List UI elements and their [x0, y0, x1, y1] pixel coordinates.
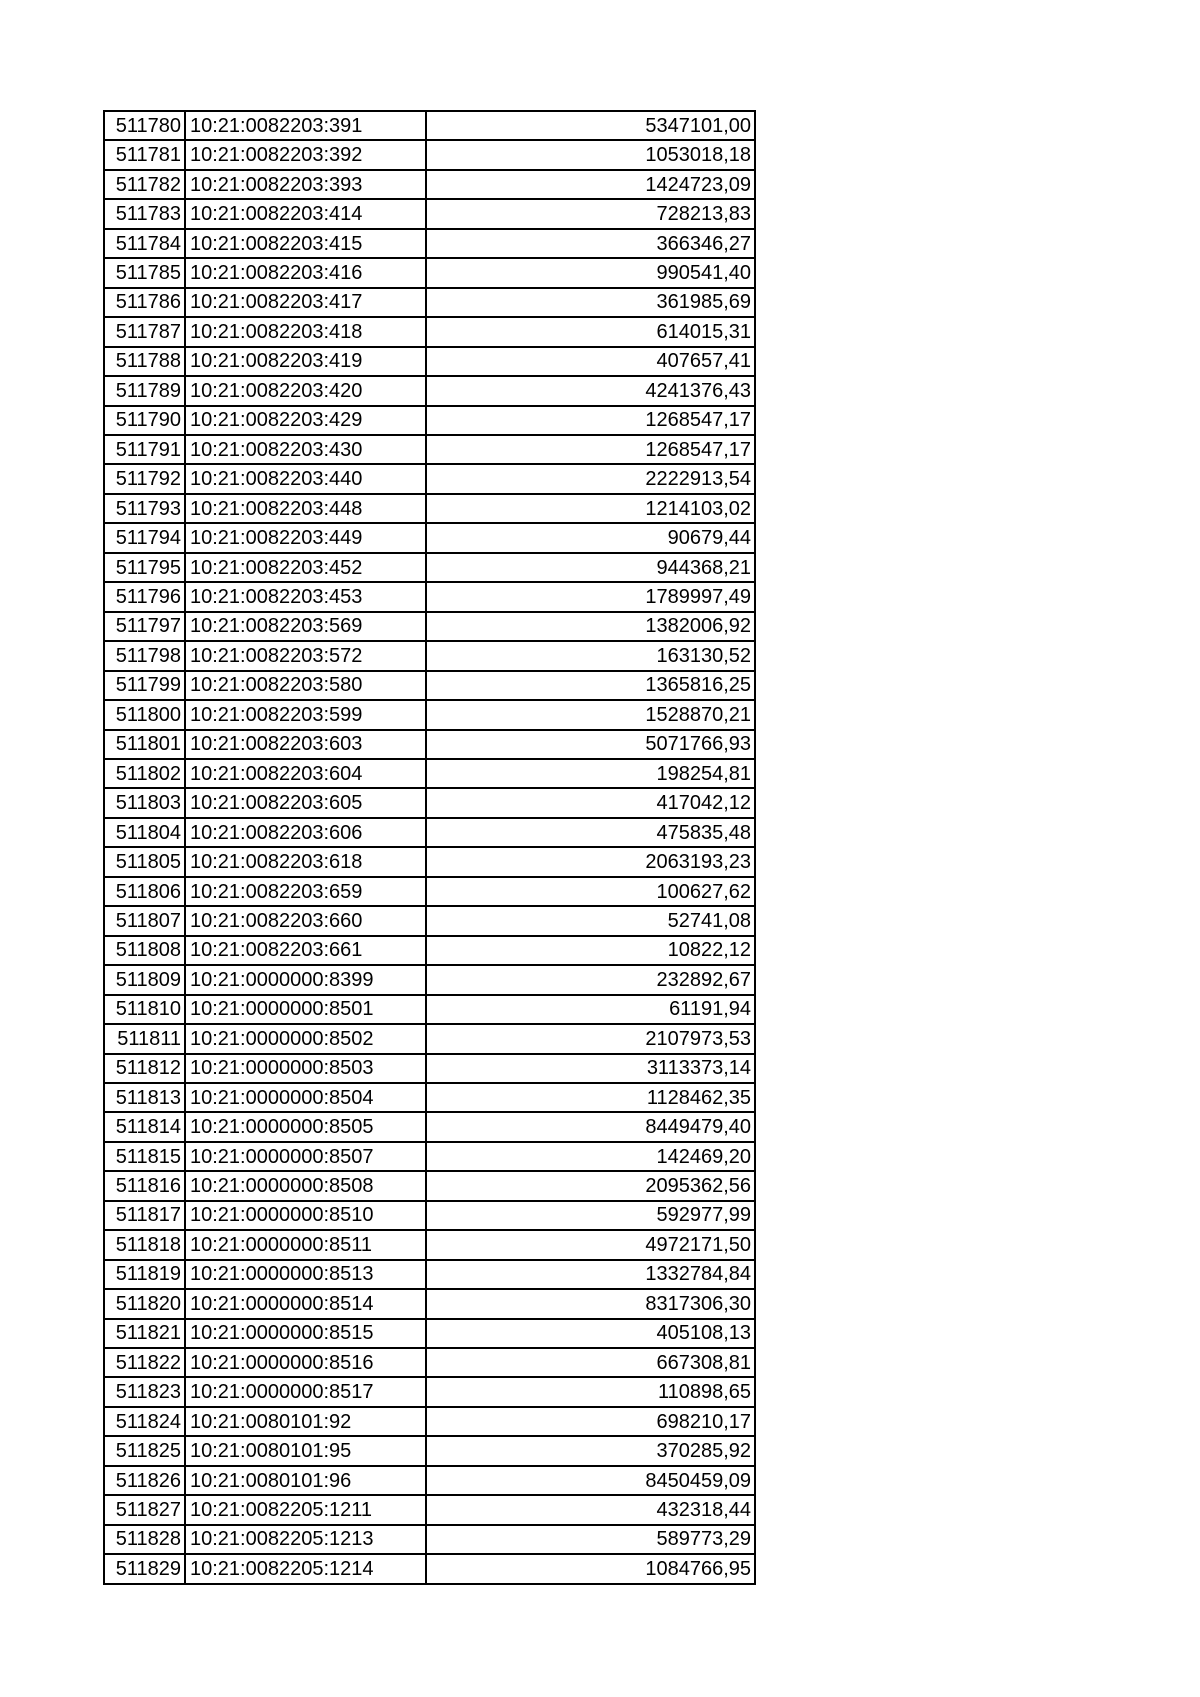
table-row	[104, 1525, 755, 1554]
row-number-cell: 511815	[104, 1142, 185, 1171]
cadastral-number-cell: 10:21:0082203:604	[185, 759, 426, 788]
cadastral-number-cell: 10:21:0082203:449	[185, 523, 426, 552]
row-number-cell: 511788	[104, 347, 185, 376]
table-row	[104, 464, 755, 493]
cadastral-number-cell: 10:21:0000000:8515	[185, 1319, 426, 1348]
cadastral-value-cell: 407657,41	[426, 347, 755, 376]
cadastral-number-cell: 10:21:0000000:8513	[185, 1260, 426, 1289]
table-row	[104, 671, 755, 700]
cadastral-value-cell: 2222913,54	[426, 464, 755, 493]
table-row	[104, 1407, 755, 1436]
row-number-cell: 511799	[104, 671, 185, 700]
cadastral-value-cell: 1789997,49	[426, 582, 755, 611]
cadastral-number-cell: 10:21:0082203:392	[185, 140, 426, 169]
row-number-cell: 511821	[104, 1319, 185, 1348]
cadastral-number-cell: 10:21:0080101:96	[185, 1466, 426, 1495]
cadastral-number-cell: 10:21:0082203:430	[185, 435, 426, 464]
cadastral-number-cell: 10:21:0080101:92	[185, 1407, 426, 1436]
table-row	[104, 759, 755, 788]
cadastral-value-cell: 1365816,25	[426, 671, 755, 700]
row-number-cell: 511814	[104, 1112, 185, 1141]
table-row	[104, 1083, 755, 1112]
table-row	[104, 641, 755, 670]
row-number-cell: 511812	[104, 1054, 185, 1083]
cadastral-number-cell: 10:21:0082203:453	[185, 582, 426, 611]
cadastral-number-cell: 10:21:0000000:8501	[185, 995, 426, 1024]
row-number-cell: 511822	[104, 1348, 185, 1377]
table-row	[104, 700, 755, 729]
table-row	[104, 1319, 755, 1348]
cadastral-value-cell: 366346,27	[426, 229, 755, 258]
row-number-cell: 511790	[104, 406, 185, 435]
row-number-cell: 511785	[104, 258, 185, 287]
row-number-cell: 511824	[104, 1407, 185, 1436]
cadastral-number-cell: 10:21:0082203:419	[185, 347, 426, 376]
table-row	[104, 1554, 755, 1583]
cadastral-value-cell: 1084766,95	[426, 1554, 755, 1583]
table-row	[104, 1230, 755, 1259]
cadastral-value-cell: 589773,29	[426, 1525, 755, 1554]
cadastral-number-cell: 10:21:0082203:606	[185, 818, 426, 847]
cadastral-number-cell: 10:21:0082203:429	[185, 406, 426, 435]
row-number-cell: 511787	[104, 317, 185, 346]
row-number-cell: 511825	[104, 1436, 185, 1465]
cadastral-number-cell: 10:21:0082203:393	[185, 170, 426, 199]
cadastral-number-cell: 10:21:0000000:8502	[185, 1024, 426, 1053]
row-number-cell: 511826	[104, 1466, 185, 1495]
cadastral-number-cell: 10:21:0082203:416	[185, 258, 426, 287]
table-row	[104, 995, 755, 1024]
cadastral-value-cell: 990541,40	[426, 258, 755, 287]
row-number-cell: 511817	[104, 1201, 185, 1230]
row-number-cell: 511793	[104, 494, 185, 523]
table-row	[104, 170, 755, 199]
cadastral-value-cell: 4972171,50	[426, 1230, 755, 1259]
table-row	[104, 494, 755, 523]
table-body	[104, 111, 755, 1584]
row-number-cell: 511810	[104, 995, 185, 1024]
row-number-cell: 511800	[104, 700, 185, 729]
row-number-cell: 511809	[104, 965, 185, 994]
cadastral-value-cell: 944368,21	[426, 553, 755, 582]
table-row	[104, 199, 755, 228]
table-row	[104, 1289, 755, 1318]
table-row	[104, 523, 755, 552]
table-row	[104, 1024, 755, 1053]
row-number-cell: 511811	[104, 1024, 185, 1053]
cadastral-value-cell: 1268547,17	[426, 406, 755, 435]
cadastral-number-cell: 10:21:0082203:569	[185, 612, 426, 641]
cadastral-number-cell: 10:21:0000000:8511	[185, 1230, 426, 1259]
table-row	[104, 1054, 755, 1083]
row-number-cell: 511827	[104, 1495, 185, 1524]
row-number-cell: 511802	[104, 759, 185, 788]
row-number-cell: 511813	[104, 1083, 185, 1112]
cadastral-number-cell: 10:21:0082203:415	[185, 229, 426, 258]
cadastral-number-cell: 10:21:0082203:417	[185, 288, 426, 317]
cadastral-number-cell: 10:21:0082205:1214	[185, 1554, 426, 1583]
cadastral-value-cell: 361985,69	[426, 288, 755, 317]
cadastral-value-cell: 5347101,00	[426, 111, 755, 140]
table-row	[104, 376, 755, 405]
row-number-cell: 511807	[104, 906, 185, 935]
cadastral-number-cell: 10:21:0000000:8507	[185, 1142, 426, 1171]
cadastral-value-cell: 698210,17	[426, 1407, 755, 1436]
cadastral-number-cell: 10:21:0082205:1211	[185, 1495, 426, 1524]
cadastral-number-cell: 10:21:0082203:659	[185, 877, 426, 906]
cadastral-value-cell: 728213,83	[426, 199, 755, 228]
cadastral-number-cell: 10:21:0000000:8504	[185, 1083, 426, 1112]
cadastral-value-cell: 3113373,14	[426, 1054, 755, 1083]
cadastral-number-cell: 10:21:0082203:603	[185, 730, 426, 759]
table-row	[104, 1142, 755, 1171]
cadastral-value-cell: 1053018,18	[426, 140, 755, 169]
row-number-cell: 511794	[104, 523, 185, 552]
table-row	[104, 1112, 755, 1141]
row-number-cell: 511792	[104, 464, 185, 493]
cadastral-value-cell: 667308,81	[426, 1348, 755, 1377]
cadastral-number-cell: 10:21:0000000:8510	[185, 1201, 426, 1230]
cadastral-number-cell: 10:21:0082203:661	[185, 936, 426, 965]
cadastral-number-cell: 10:21:0080101:95	[185, 1436, 426, 1465]
row-number-cell: 511829	[104, 1554, 185, 1583]
row-number-cell: 511781	[104, 140, 185, 169]
row-number-cell: 511805	[104, 847, 185, 876]
cadastral-value-cell: 370285,92	[426, 1436, 755, 1465]
table-row	[104, 1495, 755, 1524]
cadastral-value-cell: 592977,99	[426, 1201, 755, 1230]
cadastral-value-cell: 1268547,17	[426, 435, 755, 464]
table-row	[104, 936, 755, 965]
cadastral-number-cell: 10:21:0000000:8399	[185, 965, 426, 994]
cadastral-number-cell: 10:21:0082205:1213	[185, 1525, 426, 1554]
table-row	[104, 406, 755, 435]
cadastral-number-cell: 10:21:0082203:572	[185, 641, 426, 670]
cadastral-value-cell: 405108,13	[426, 1319, 755, 1348]
cadastral-value-cell: 432318,44	[426, 1495, 755, 1524]
table-row	[104, 1171, 755, 1200]
table-row	[104, 877, 755, 906]
cadastral-number-cell: 10:21:0000000:8505	[185, 1112, 426, 1141]
cadastral-value-cell: 1528870,21	[426, 700, 755, 729]
cadastral-value-cell: 1382006,92	[426, 612, 755, 641]
cadastral-value-cell: 232892,67	[426, 965, 755, 994]
row-number-cell: 511820	[104, 1289, 185, 1318]
cadastral-value-cell: 4241376,43	[426, 376, 755, 405]
cadastral-number-cell: 10:21:0082203:418	[185, 317, 426, 346]
cadastral-number-cell: 10:21:0082203:420	[185, 376, 426, 405]
table-row	[104, 1260, 755, 1289]
cadastral-number-cell: 10:21:0000000:8508	[185, 1171, 426, 1200]
cadastral-number-cell: 10:21:0082203:448	[185, 494, 426, 523]
row-number-cell: 511819	[104, 1260, 185, 1289]
cadastral-number-cell: 10:21:0000000:8516	[185, 1348, 426, 1377]
row-number-cell: 511798	[104, 641, 185, 670]
row-number-cell: 511804	[104, 818, 185, 847]
table-row	[104, 788, 755, 817]
row-number-cell: 511783	[104, 199, 185, 228]
cadastral-value-cell: 90679,44	[426, 523, 755, 552]
table-row	[104, 229, 755, 258]
cadastral-value-cell: 8449479,40	[426, 1112, 755, 1141]
cadastral-value-cell: 110898,65	[426, 1377, 755, 1406]
row-number-cell: 511818	[104, 1230, 185, 1259]
cadastral-number-cell: 10:21:0000000:8503	[185, 1054, 426, 1083]
table-row	[104, 347, 755, 376]
table-row	[104, 435, 755, 464]
cadastral-value-cell: 614015,31	[426, 317, 755, 346]
cadastral-number-cell: 10:21:0082203:440	[185, 464, 426, 493]
table-row	[104, 582, 755, 611]
table-row	[104, 258, 755, 287]
cadastral-value-cell: 142469,20	[426, 1142, 755, 1171]
row-number-cell: 511797	[104, 612, 185, 641]
row-number-cell: 511789	[104, 376, 185, 405]
row-number-cell: 511816	[104, 1171, 185, 1200]
cadastral-number-cell: 10:21:0082203:580	[185, 671, 426, 700]
cadastral-number-cell: 10:21:0082203:660	[185, 906, 426, 935]
cadastral-value-cell: 1128462,35	[426, 1083, 755, 1112]
row-number-cell: 511828	[104, 1525, 185, 1554]
table-row	[104, 553, 755, 582]
cadastral-number-cell: 10:21:0082203:618	[185, 847, 426, 876]
row-number-cell: 511806	[104, 877, 185, 906]
row-number-cell: 511782	[104, 170, 185, 199]
cadastral-value-cell: 2095362,56	[426, 1171, 755, 1200]
table-row	[104, 1466, 755, 1495]
table-row	[104, 818, 755, 847]
table-row	[104, 111, 755, 140]
cadastral-value-cell: 198254,81	[426, 759, 755, 788]
row-number-cell: 511786	[104, 288, 185, 317]
cadastral-value-cell: 475835,48	[426, 818, 755, 847]
cadastral-value-cell: 8450459,09	[426, 1466, 755, 1495]
table-row	[104, 1348, 755, 1377]
row-number-cell: 511808	[104, 936, 185, 965]
row-number-cell: 511791	[104, 435, 185, 464]
cadastral-value-cell: 1332784,84	[426, 1260, 755, 1289]
table-row	[104, 730, 755, 759]
cadastral-number-cell: 10:21:0082203:599	[185, 700, 426, 729]
table-row	[104, 1436, 755, 1465]
table-row	[104, 288, 755, 317]
cadastral-value-cell: 1214103,02	[426, 494, 755, 523]
table-row	[104, 140, 755, 169]
cadastral-number-cell: 10:21:0000000:8517	[185, 1377, 426, 1406]
cadastral-number-cell: 10:21:0082203:452	[185, 553, 426, 582]
table-row	[104, 612, 755, 641]
row-number-cell: 511780	[104, 111, 185, 140]
table-row	[104, 847, 755, 876]
cadastral-value-cell: 2063193,23	[426, 847, 755, 876]
cadastral-value-cell: 163130,52	[426, 641, 755, 670]
cadastral-value-cell: 2107973,53	[426, 1024, 755, 1053]
table-row	[104, 1377, 755, 1406]
cadastral-value-cell: 417042,12	[426, 788, 755, 817]
row-number-cell: 511823	[104, 1377, 185, 1406]
cadastral-value-cell: 1424723,09	[426, 170, 755, 199]
cadastral-value-table	[103, 110, 756, 1585]
cadastral-number-cell: 10:21:0000000:8514	[185, 1289, 426, 1318]
row-number-cell: 511801	[104, 730, 185, 759]
row-number-cell: 511784	[104, 229, 185, 258]
cadastral-value-cell: 10822,12	[426, 936, 755, 965]
row-number-cell: 511803	[104, 788, 185, 817]
cadastral-value-cell: 100627,62	[426, 877, 755, 906]
cadastral-value-cell: 5071766,93	[426, 730, 755, 759]
cadastral-number-cell: 10:21:0082203:414	[185, 199, 426, 228]
cadastral-number-cell: 10:21:0082203:605	[185, 788, 426, 817]
table-row	[104, 317, 755, 346]
cadastral-value-cell: 52741,08	[426, 906, 755, 935]
cadastral-number-cell: 10:21:0082203:391	[185, 111, 426, 140]
table-row	[104, 1201, 755, 1230]
cadastral-value-cell: 8317306,30	[426, 1289, 755, 1318]
row-number-cell: 511796	[104, 582, 185, 611]
row-number-cell: 511795	[104, 553, 185, 582]
table-row	[104, 906, 755, 935]
table-row	[104, 965, 755, 994]
cadastral-value-cell: 61191,94	[426, 995, 755, 1024]
